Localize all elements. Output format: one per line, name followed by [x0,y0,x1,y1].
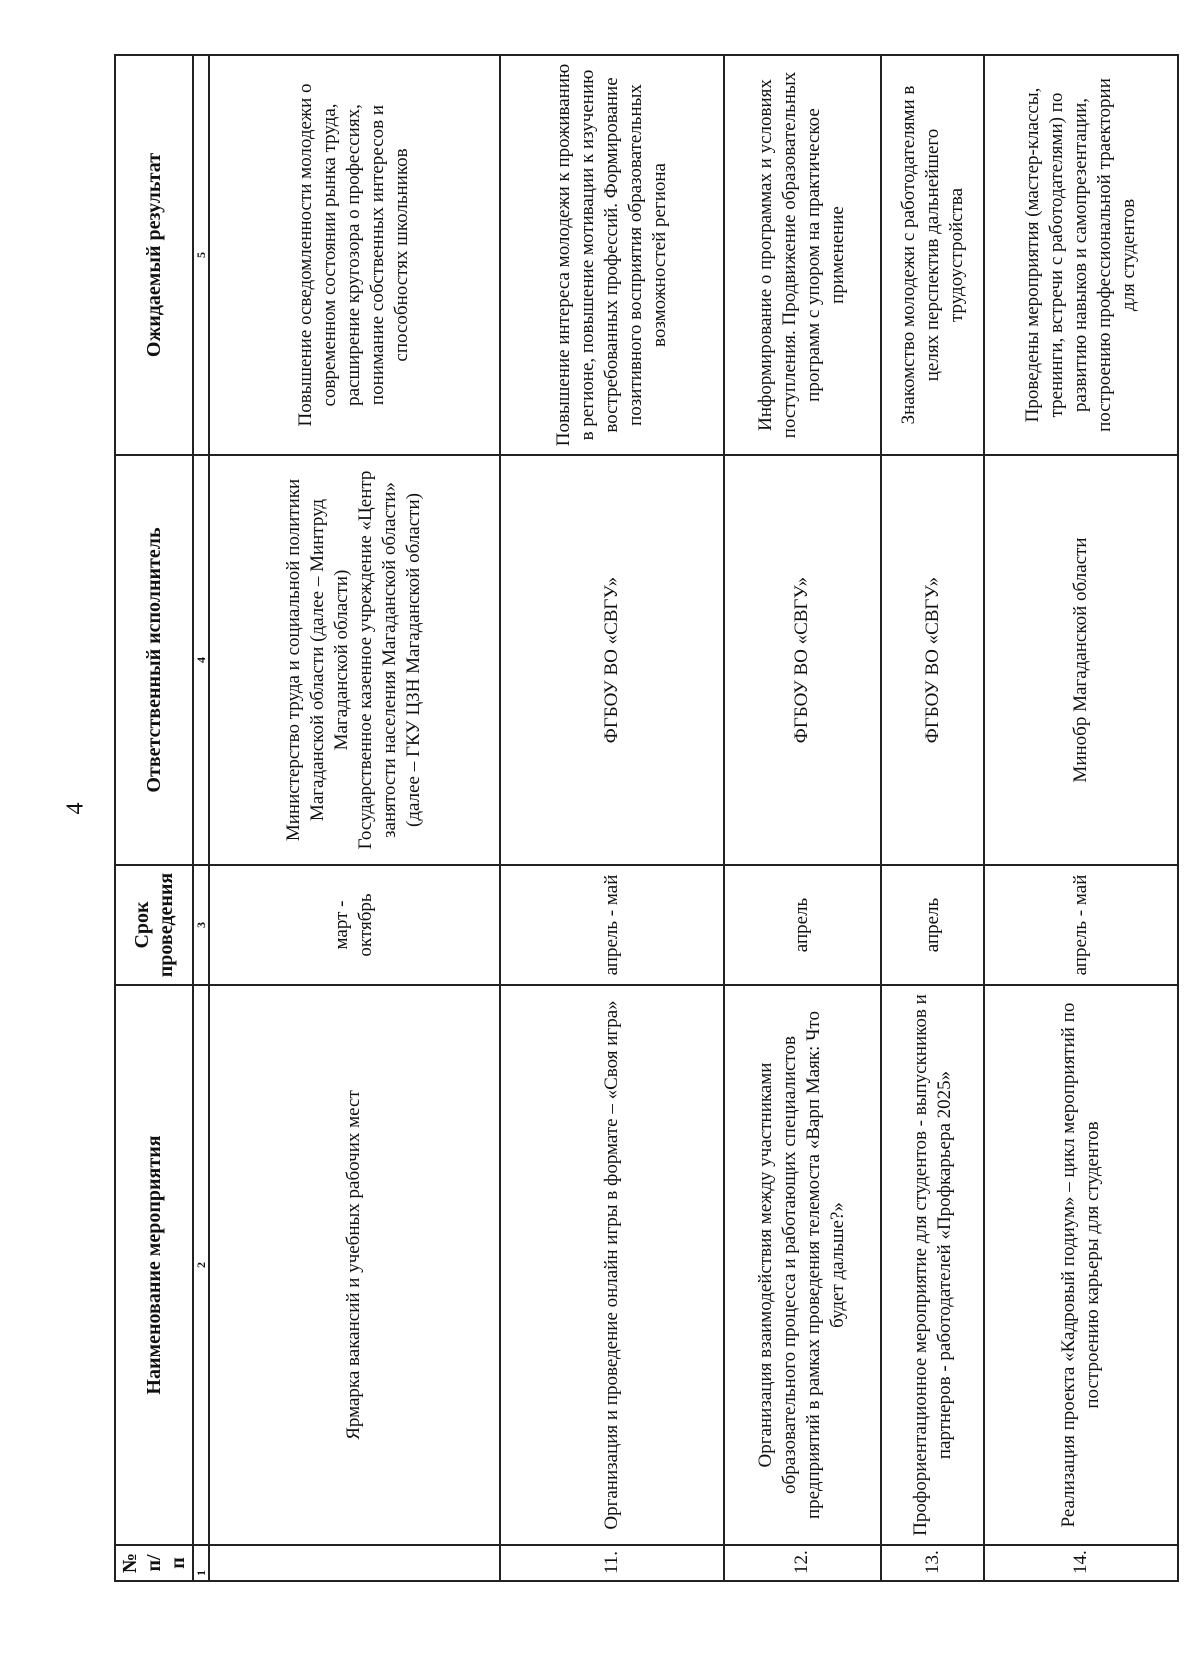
row-term: апрель [724,865,881,985]
header-result: Ожидаемый результат [115,55,193,455]
page-number: 4 [62,802,89,815]
header-no: № п/п [115,1545,193,1581]
row-term: апрель - май [984,865,1178,985]
table-row [724,55,881,1581]
row-term: апрель [881,865,984,985]
row-no: 13. [881,1545,984,1581]
row-term: апрель - май [500,865,724,985]
table-row [500,55,724,1581]
header-executor: Ответственный исполнитель [115,455,193,865]
row-name: Организация взаимодействия между участниками образовательного процесса и работающих специалистов предприятий в рамках проведения телемоста «Варп Маяк: Что будет дальше?» [724,985,881,1545]
column-number: 5 [193,55,209,455]
row-result: Информирование о программах и условиях поступления. Продвижение образовательных программ с упором на практическое применение [724,55,881,455]
row-no: 11. [500,1545,724,1581]
table-row [209,55,500,1581]
row-executor: Минобр Магаданской области [984,455,1178,865]
row-executor: ФГБОУ ВО «СВГУ» [881,455,984,865]
column-number: 4 [193,455,209,865]
row-name: Организация и проведение онлайн игры в формате – «Своя игра» [500,985,724,1545]
events-table [114,54,1179,1582]
column-number: 3 [193,865,209,985]
row-result: Повышение интереса молодежи к проживанию в регионе, повышение мотивации к изучению востребованных профессий. Формирование позитивного восприятия образовательных возможностей региона [500,55,724,455]
row-term: март - октябрь [209,865,500,985]
table-row [984,55,1178,1581]
row-no: 14. [984,1545,1178,1581]
row-executor: ФГБОУ ВО «СВГУ» [724,455,881,865]
rotated-table-container [114,56,1179,1582]
row-result: Знакомство молодежи с работодателями в целях перспектив дальнейшего трудоустройства [881,55,984,455]
row-name: Ярмарка вакансий и учебных рабочих мест [209,985,500,1545]
row-executor: ФГБОУ ВО «СВГУ» [500,455,724,865]
header-term: Срок проведения [115,865,193,985]
row-result: Проведены мероприятия (мастер-классы, тренинги, встречи с работодателями) по развитию навыков и самопрезентации, построению профессиональной траектории для студентов [984,55,1178,455]
row-name: Реализация проекта «Кадровый подиум» – цикл мероприятий по построению карьеры для студентов [984,985,1178,1545]
table-row [881,55,984,1581]
column-number: 1 [193,1545,209,1581]
column-number-row [193,55,209,1581]
column-number: 2 [193,985,209,1545]
table-header-row [115,55,193,1581]
header-name: Наименование мероприятия [115,985,193,1545]
row-executor: Министерство труда и социальной политики Магаданской области (далее – Минтруд Магаданской области) Государственное казенное учреждение «Центр занятости населения Магаданской области» (далее – ГКУ ЦЗН Магаданской области) [209,455,500,865]
row-name: Профориентационное мероприятие для студентов - выпускников и партнеров - работодателей «Профкарьера 2025» [881,985,984,1545]
row-result: Повышение осведомленности молодежи о современном состоянии рынка труда, расширение кругозора о профессиях, понимание собственных интересов и способностях школьников [209,55,500,455]
row-no [209,1545,500,1581]
row-no: 12. [724,1545,881,1581]
